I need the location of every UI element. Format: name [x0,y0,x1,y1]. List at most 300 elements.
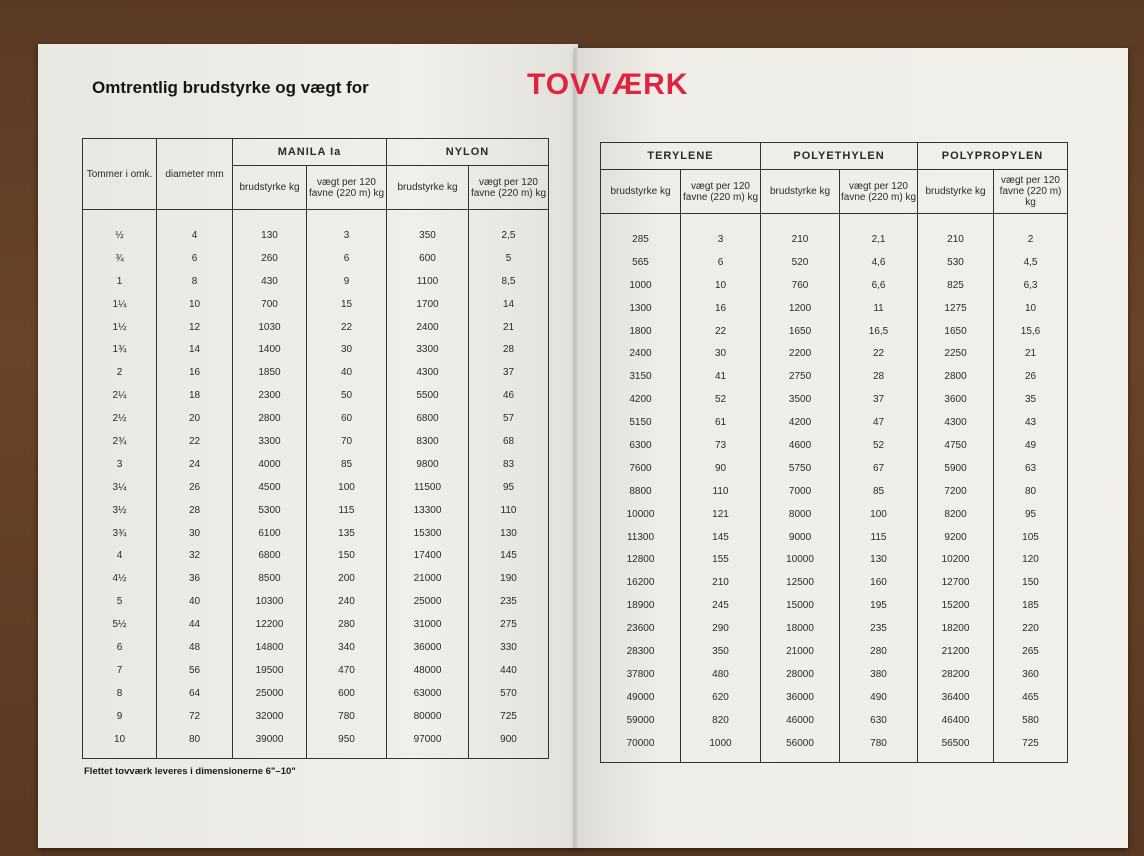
table-cell: 630 [840,709,918,732]
table-cell: 600 [387,247,469,270]
table-cell: 185 [994,594,1068,617]
table-cell: 4300 [918,411,994,434]
table-cell: 20 [157,407,233,430]
table-cell: 100 [307,476,387,499]
table-cell: 63 [994,457,1068,480]
brand-heading: TOVVÆRK [527,68,689,101]
table-cell: 8800 [601,480,681,503]
table-cell: 530 [918,251,994,274]
table-cell: 130 [233,210,307,247]
table-cell: 3600 [918,388,994,411]
table-cell: 40 [307,361,387,384]
table-cell: 2800 [233,407,307,430]
table-cell: 130 [469,522,549,545]
table-cell: 145 [469,544,549,567]
table-cell: 23600 [601,617,681,640]
table-row [83,338,549,361]
table-row [83,384,549,407]
table-cell: 10 [83,728,157,759]
table-cell: 22 [681,320,761,343]
table-cell: 5300 [233,499,307,522]
table-cell: 18000 [761,617,840,640]
table-cell: 620 [681,686,761,709]
page-title: Omtrentlig brudstyrke og vægt for [92,78,369,97]
table-cell: 12500 [761,571,840,594]
table-cell: 2 [994,214,1068,251]
table-row [601,365,1068,388]
table-cell: 275 [469,613,549,636]
group-header-nylon: NYLON [387,139,549,166]
table-cell: 110 [681,480,761,503]
table-cell: 28000 [761,663,840,686]
table-cell: 43 [994,411,1068,434]
table-cell: 12800 [601,548,681,571]
table-cell: 465 [994,686,1068,709]
table-body-left [83,210,549,759]
table-cell: 235 [469,590,549,613]
table-cell: 440 [469,659,549,682]
table-row [601,342,1068,365]
table-row [83,361,549,384]
table-cell: 18200 [918,617,994,640]
table-cell: 1300 [601,297,681,320]
table-cell: 330 [469,636,549,659]
table-cell: 5½ [83,613,157,636]
table-row [83,476,549,499]
table-cell: 1850 [233,361,307,384]
table-cell: 190 [469,567,549,590]
table-cell: 2400 [601,342,681,365]
table-cell: 1650 [761,320,840,343]
table-cell: 60 [307,407,387,430]
table-cell: 72 [157,705,233,728]
table-cell: 9 [307,270,387,293]
header-tommer: Tommer i omk. [83,139,157,210]
subheader-brudstyrke: brudstyrke kg [233,166,307,210]
table-cell: 235 [840,617,918,640]
table-cell: 825 [918,274,994,297]
table-cell: 8200 [918,503,994,526]
group-header-polyethylen: POLYETHYLEN [761,143,918,170]
table-cell: 57 [469,407,549,430]
table-cell: 4 [157,210,233,247]
table-cell: 121 [681,503,761,526]
table-cell: 80000 [387,705,469,728]
table-cell: 2¼ [83,384,157,407]
table-cell: 6 [681,251,761,274]
table-cell: 25000 [233,682,307,705]
table-cell: 5500 [387,384,469,407]
table-cell: 200 [307,567,387,590]
table-cell: 115 [307,499,387,522]
table-row [83,316,549,339]
table-cell: 85 [840,480,918,503]
table-cell: 220 [994,617,1068,640]
table-cell: 1¾ [83,338,157,361]
table-cell: 4,6 [840,251,918,274]
table-row [601,320,1068,343]
subheader-vaegt: vægt per 120 favne (220 m) kg [681,170,761,214]
table-row [601,709,1068,732]
subheader-vaegt: vægt per 120 favne (220 m) kg [840,170,918,214]
table-cell: 5 [469,247,549,270]
table-row [601,214,1068,251]
table-cell: 3¼ [83,476,157,499]
table-cell: 14800 [233,636,307,659]
table-cell: 44 [157,613,233,636]
table-cell: 480 [681,663,761,686]
table-cell: 80 [157,728,233,759]
table-cell: 2 [83,361,157,384]
table-row [83,210,549,247]
table-row [83,659,549,682]
table-cell: 30 [157,522,233,545]
table-cell: 8 [83,682,157,705]
table-cell: 14 [469,293,549,316]
table-cell: 73 [681,434,761,457]
table-cell: 10000 [761,548,840,571]
table-row [601,526,1068,549]
table-row [83,682,549,705]
table-cell: 2,1 [840,214,918,251]
table-cell: 12 [157,316,233,339]
table-cell: 21 [994,342,1068,365]
table-cell: 2300 [233,384,307,407]
table-row [83,270,549,293]
table-cell: 41 [681,365,761,388]
table-cell: 4000 [233,453,307,476]
table-cell: 6 [307,247,387,270]
table-cell: 130 [840,548,918,571]
table-cell: 97000 [387,728,469,759]
table-row [601,457,1068,480]
table-row [601,732,1068,763]
table-cell: 7600 [601,457,681,480]
table-row [601,503,1068,526]
table-cell: 46400 [918,709,994,732]
table-row [601,571,1068,594]
table-cell: 110 [469,499,549,522]
table-cell: 16 [157,361,233,384]
table-cell: 1 [83,270,157,293]
table-cell: 56 [157,659,233,682]
table-cell: 31000 [387,613,469,636]
table-cell: 350 [387,210,469,247]
table-cell: 145 [681,526,761,549]
table-cell: 600 [307,682,387,705]
table-cell: 210 [918,214,994,251]
table-row [601,617,1068,640]
table-cell: 780 [307,705,387,728]
table-cell: 6,6 [840,274,918,297]
table-cell: 10000 [601,503,681,526]
table-cell: 280 [840,640,918,663]
table-row [83,544,549,567]
table-cell: 52 [840,434,918,457]
table-cell: 4500 [233,476,307,499]
table-cell: 5 [83,590,157,613]
table-cell: 17400 [387,544,469,567]
table-cell: 19500 [233,659,307,682]
table-row [83,407,549,430]
subheader-brudstyrke: brudstyrke kg [601,170,681,214]
table-row [601,434,1068,457]
table-cell: 3300 [233,430,307,453]
table-cell: 21000 [761,640,840,663]
table-cell: 210 [681,571,761,594]
table-cell: 32000 [233,705,307,728]
table-cell: 725 [469,705,549,728]
table-cell: 9 [83,705,157,728]
table-row [83,430,549,453]
table-cell: 13300 [387,499,469,522]
table-cell: ½ [83,210,157,247]
table-cell: 37 [469,361,549,384]
table-cell: 4600 [761,434,840,457]
table-cell: 11500 [387,476,469,499]
table-row [83,728,549,759]
table-cell: 10200 [918,548,994,571]
table-cell: 2¾ [83,430,157,453]
table-cell: 760 [761,274,840,297]
table-cell: 80 [994,480,1068,503]
table-cell: 520 [761,251,840,274]
table-cell: 9000 [761,526,840,549]
table-cell: 470 [307,659,387,682]
table-cell: 2250 [918,342,994,365]
table-cell: 8500 [233,567,307,590]
table-cell: 9200 [918,526,994,549]
table-cell: 48000 [387,659,469,682]
table-cell: 5750 [761,457,840,480]
table-row [83,293,549,316]
table-cell: 50 [307,384,387,407]
table-cell: 16200 [601,571,681,594]
table-cell: 8300 [387,430,469,453]
table-cell: 950 [307,728,387,759]
table-cell: 22 [307,316,387,339]
table-cell: 47 [840,411,918,434]
table-cell: 36000 [761,686,840,709]
table-cell: 1030 [233,316,307,339]
table-cell: 160 [840,571,918,594]
table-cell: 290 [681,617,761,640]
subheader-vaegt: vægt per 120 favne (220 m) kg [994,170,1068,214]
table-cell: 22 [840,342,918,365]
table-cell: 6 [83,636,157,659]
table-cell: 16 [681,297,761,320]
table-cell: 725 [994,732,1068,763]
header-diameter: diameter mm [157,139,233,210]
table-cell: 18 [157,384,233,407]
table-row [83,499,549,522]
table-cell: 37800 [601,663,681,686]
table-cell: 490 [840,686,918,709]
table-cell: 28 [840,365,918,388]
table-row [601,548,1068,571]
table-cell: 90 [681,457,761,480]
table-cell: 40 [157,590,233,613]
table-cell: 360 [994,663,1068,686]
table-cell: 6800 [233,544,307,567]
table-cell: 150 [994,571,1068,594]
table-cell: 30 [681,342,761,365]
table-cell: 11300 [601,526,681,549]
table-cell: 59000 [601,709,681,732]
table-cell: 8 [157,270,233,293]
table-row [601,251,1068,274]
table-cell: 21200 [918,640,994,663]
table-row [83,567,549,590]
table-cell: 6,3 [994,274,1068,297]
subheader-brudstyrke: brudstyrke kg [761,170,840,214]
table-cell: 18900 [601,594,681,617]
table-cell: 21 [469,316,549,339]
table-cell: 22 [157,430,233,453]
table-cell: 52 [681,388,761,411]
table-cell: 28 [469,338,549,361]
table-cell: 285 [601,214,681,251]
subheader-brudstyrke: brudstyrke kg [387,166,469,210]
table-row [601,663,1068,686]
table-row [83,613,549,636]
table-cell: 56500 [918,732,994,763]
table-cell: 61 [681,411,761,434]
table-cell: 25000 [387,590,469,613]
table-cell: 1000 [601,274,681,297]
table-row [601,411,1068,434]
table-cell: 105 [994,526,1068,549]
subheader-vaegt: vægt per 120 favne (220 m) kg [469,166,549,210]
table-cell: 2750 [761,365,840,388]
table-cell: 67 [840,457,918,480]
table-cell: 26 [994,365,1068,388]
table-cell: 3500 [761,388,840,411]
table-cell: 780 [840,732,918,763]
table-cell: 36000 [387,636,469,659]
table-cell: 85 [307,453,387,476]
table-cell: 8000 [761,503,840,526]
table-cell: 28300 [601,640,681,663]
table-cell: 1¼ [83,293,157,316]
table-cell: 24 [157,453,233,476]
table-cell: 5900 [918,457,994,480]
table-cell: 28 [157,499,233,522]
booklet-fold [574,48,578,848]
table-cell: 115 [840,526,918,549]
table-cell: 95 [469,476,549,499]
table-row [601,594,1068,617]
table-cell: 1½ [83,316,157,339]
table-row [601,480,1068,503]
table-cell: 2,5 [469,210,549,247]
table-cell: 120 [994,548,1068,571]
table-cell: 4 [83,544,157,567]
table-cell: 6300 [601,434,681,457]
table-cell: 210 [761,214,840,251]
table-cell: 8,5 [469,270,549,293]
table-cell: 39000 [233,728,307,759]
table-cell: 1700 [387,293,469,316]
table-cell: 900 [469,728,549,759]
table-cell: 3300 [387,338,469,361]
table-cell: 1275 [918,297,994,320]
footnote: Flettet tovværk leveres i dimensionerne 6"–10" [84,766,296,777]
rope-table-right [600,142,1068,763]
table-cell: 35 [994,388,1068,411]
table-cell: 1100 [387,270,469,293]
table-row [601,686,1068,709]
table-cell: 2400 [387,316,469,339]
table-cell: 570 [469,682,549,705]
table-cell: 28200 [918,663,994,686]
table-cell: 12700 [918,571,994,594]
table-cell: 2½ [83,407,157,430]
table-cell: 36400 [918,686,994,709]
table-cell: 10300 [233,590,307,613]
table-cell: 240 [307,590,387,613]
table-cell: 150 [307,544,387,567]
table-cell: 280 [307,613,387,636]
table-row [601,297,1068,320]
table-cell: 7000 [761,480,840,503]
table-cell: 5150 [601,411,681,434]
table-body-right [601,214,1068,763]
table-cell: 245 [681,594,761,617]
table-cell: 580 [994,709,1068,732]
table-cell: 4,5 [994,251,1068,274]
table-cell: 36 [157,567,233,590]
table-cell: 12200 [233,613,307,636]
table-cell: 15000 [761,594,840,617]
table-cell: 14 [157,338,233,361]
table-cell: 30 [307,338,387,361]
table-cell: 15300 [387,522,469,545]
table-cell: 46000 [761,709,840,732]
table-row [83,636,549,659]
table-cell: 1800 [601,320,681,343]
table-cell: 15 [307,293,387,316]
group-header-manila: MANILA Ia [233,139,387,166]
table-row [601,388,1068,411]
table-cell: 340 [307,636,387,659]
table-cell: 380 [840,663,918,686]
table-cell: 6100 [233,522,307,545]
table-cell: 3¾ [83,522,157,545]
table-cell: 6 [157,247,233,270]
table-cell: 95 [994,503,1068,526]
table-cell: 1000 [681,732,761,763]
table-cell: ¾ [83,247,157,270]
table-cell: 1400 [233,338,307,361]
group-header-terylene: TERYLENE [601,143,761,170]
table-cell: 16,5 [840,320,918,343]
table-row [83,522,549,545]
table-row [601,274,1068,297]
table-cell: 70 [307,430,387,453]
table-cell: 700 [233,293,307,316]
table-cell: 3 [83,453,157,476]
table-cell: 7200 [918,480,994,503]
table-cell: 70000 [601,732,681,763]
table-cell: 4200 [601,388,681,411]
table-cell: 49 [994,434,1068,457]
table-row [83,453,549,476]
table-cell: 100 [840,503,918,526]
table-cell: 2200 [761,342,840,365]
table-cell: 11 [840,297,918,320]
group-header-polypropylen: POLYPROPYLEN [918,143,1068,170]
